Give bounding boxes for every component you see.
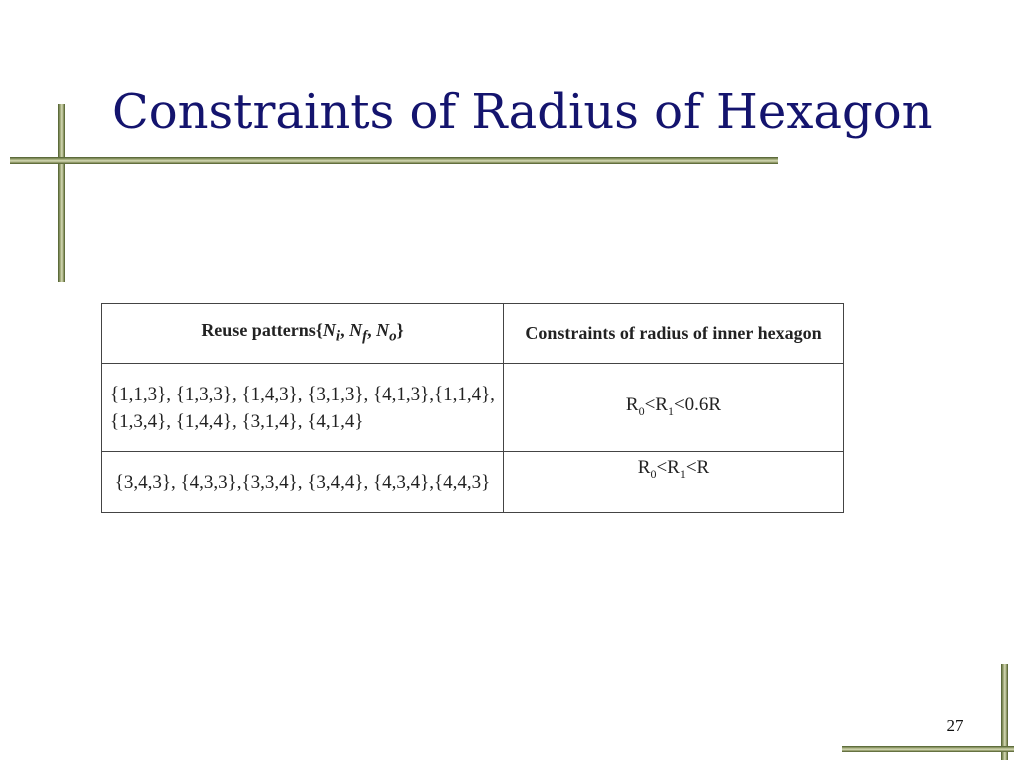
decorative-horizontal-bar-bottom <box>842 746 1014 752</box>
slide-title: Constraints of Radius of Hexagon <box>112 84 933 140</box>
table-row <box>102 452 844 513</box>
header-text: Reuse patterns{ <box>201 319 323 340</box>
table-header-row <box>102 304 844 364</box>
header-constraints: Constraints of radius of inner hexagon <box>504 304 844 364</box>
patterns-cell: {3,4,3}, {4,3,3},{3,3,4}, {3,4,4}, {4,3,4},{4,4,3} <box>102 452 504 513</box>
page-number: 27 <box>946 716 964 735</box>
header-close: } <box>396 319 404 340</box>
constraints-table <box>101 303 844 513</box>
decorative-horizontal-bar-top <box>10 157 778 164</box>
patterns-cell: {1,1,3}, {1,3,3}, {1,4,3}, {3,1,3}, {4,1,3},{1,1,4}, {1,3,4}, {1,4,4}, {3,1,4}, {4,1,4} <box>102 364 504 452</box>
decorative-vertical-bar-top <box>58 104 65 282</box>
header-math: $N_i$, $N_f$, $N_o$ <box>322 319 397 345</box>
constraint-cell: $R_0<R_1<R$ <box>504 452 844 513</box>
header-reuse-patterns <box>102 304 504 364</box>
constraint-cell: $R_0<R_1<0.6R$ <box>504 364 844 452</box>
table-row <box>102 364 844 452</box>
